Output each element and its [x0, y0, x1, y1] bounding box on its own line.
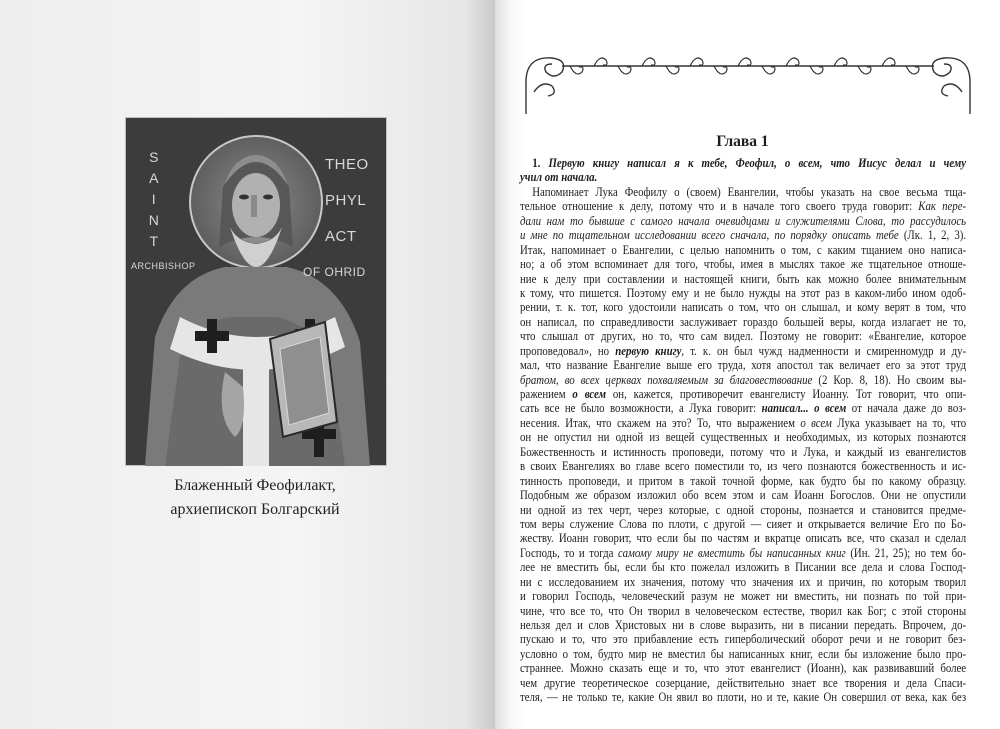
- bold-italic-emphasis: Первую книгу написал я к тебе, Феофил, о всем, что Иисус делал и чему: [548, 156, 967, 170]
- text-line: [520, 430, 966, 444]
- text-line: [520, 459, 966, 473]
- italic-quote: Как пере-: [918, 199, 967, 214]
- text-line: [520, 401, 966, 415]
- text-line: [520, 560, 966, 574]
- text-line: [520, 257, 966, 271]
- icon-name-line: THEO: [325, 156, 369, 173]
- chapter-text: [520, 156, 966, 705]
- text-run: страннее. Можно сказать еще и то, что этот евангелист (Иоанн), как развивавший более: [520, 661, 967, 676]
- text-line: [520, 199, 966, 213]
- gospel-book: [270, 322, 337, 437]
- text-line: [520, 243, 966, 257]
- text-run: Лука указывает на то, что: [831, 415, 967, 430]
- text-run: Напоминает Лука Феофилу о (своем) Евангелии, чтобы указать на свое весьма тща-: [532, 184, 967, 199]
- icon-title-archbishop: ARCHBISHOP: [131, 261, 196, 271]
- text-line: [520, 632, 966, 646]
- text-line: [520, 618, 966, 632]
- text-run: в своих Евангелиях во главе всего поместили то, из чего познаются божественность и ис-: [520, 459, 967, 474]
- image-caption: [130, 474, 380, 522]
- text-run: Божественность и истинность проповеди, потому что и Лука, и каждый из евангелистов: [520, 444, 967, 459]
- text-line: [520, 329, 966, 343]
- bold-italic-emphasis: написал... о всем: [761, 401, 847, 416]
- caption-line: архиепископ Болгарский: [170, 501, 340, 518]
- text-line: [520, 604, 966, 618]
- italic-quote: дали нам то бывшие с самого начала очевидцами и служителями Слова, то рассудилось: [520, 213, 967, 228]
- text-run: , т. к. он был чужд надменности и смиренномудр и ду-: [681, 343, 967, 358]
- icon-saint-letter: I: [151, 191, 157, 207]
- text-run: тельное отношение к делу, потому что и в начале того своего труда говорит:: [520, 199, 919, 214]
- text-run: ни с исследованием их значения, потому что значения их и причин, по которым творил: [520, 574, 967, 589]
- text-line: [520, 315, 966, 329]
- text-run: ни одной из тех черт, через которые, с одной стороны, познается и становится предме-: [520, 502, 967, 517]
- text-run: теля, — не только те, какие Он явил во плоти, но и те, какие Он совершил от века, как без: [520, 690, 967, 705]
- text-run: рении, т. к. тот, кого удостоили написать о том, что он слышал, и кому верят в том, что: [520, 300, 967, 315]
- text-run: мал, что название Евангелие выше его труда, хотя апостол так величает его за этот труд: [520, 358, 967, 373]
- italic-quote: и мне по тщательном исследовании всего сначала, по порядку описать тебе: [520, 228, 899, 243]
- text-run: он написал, по справедливости заслуживает гораздо большей веры, когда излагает не то,: [520, 314, 967, 329]
- text-line: [520, 488, 966, 502]
- caption-line: Блаженный Феофилакт,: [174, 477, 336, 494]
- decorative-ornament-header: [522, 52, 974, 114]
- text-line: [520, 272, 966, 286]
- text-run: нельзя дел и слов Христовых ни в слове выразить, ни в писании передать. Впрочем, до-: [520, 618, 967, 632]
- text-run: условно о том, будто мир не вместил бы написанных книг, если бы изложение было про-: [520, 646, 967, 661]
- text-run: Подобным же образом изложил обо всем этом и сам Иоанн Богослов. Они не опустили: [520, 488, 967, 503]
- text-run: сать все не было возможности, а Лука говорит:: [520, 401, 762, 416]
- icon-saint-letter: S: [149, 149, 159, 165]
- text-line: [520, 474, 966, 488]
- icon-name-line: PHYL: [325, 192, 367, 209]
- text-line: [520, 286, 966, 300]
- text-line: [520, 517, 966, 531]
- bold-italic-emphasis: первую книгу: [615, 343, 682, 358]
- icon-saint-letter: T: [149, 233, 159, 249]
- text-line: [520, 445, 966, 459]
- text-run: (2 Кор. 8, 18). Но своим вы-: [812, 372, 967, 387]
- text-line: [520, 387, 966, 401]
- text-run: (Ин. 21, 25); но тем бо-: [845, 545, 967, 560]
- bold-italic-emphasis: о всем: [572, 387, 607, 401]
- text-run: от начала даже до воз-: [846, 401, 967, 416]
- text-line: [520, 185, 966, 199]
- text-run: чем другие теоретическое созерцание, действительно знает все творения и дела Спаси-: [520, 675, 967, 690]
- left-page: [0, 0, 495, 729]
- text-run: жеству. Иоанн говорит, что если бы по частям и вкратце описать все, что сказал и сделал: [520, 531, 967, 546]
- text-run: несения. Итак, что скажем на это? То, что выражением: [520, 415, 801, 430]
- text-line: [520, 344, 966, 358]
- text-run: проповедовал», но: [520, 343, 616, 358]
- text-run: Господь, то и тогда: [520, 545, 619, 560]
- text-run: (Лк. 1, 2, 3).: [898, 228, 967, 243]
- bold-italic-emphasis: 1.: [532, 156, 549, 170]
- text-run: чине, что все то, что Он творил в человеческом естестве, творил как Бог; с этой стороны: [520, 603, 967, 618]
- text-line: [520, 531, 966, 545]
- text-run: ние к делу при составлении и настоящей книги, быть как можно более внимательным: [520, 271, 967, 286]
- verse-heading-line: [520, 156, 966, 170]
- text-run: и говорил Господь, человеческий разум не может ни вместить, ни познать по той при-: [520, 589, 967, 604]
- text-line: [520, 214, 966, 228]
- text-run: к тому, что пишется. Поэтому ему и не было нужды на этот раз в каком-либо ином одоб-: [520, 285, 967, 300]
- icon-image-saint-theophylact: [125, 117, 387, 466]
- text-run: что слышал от других, но то, что сам видел. Поэтому не говорит: «Евангелие, которое: [520, 329, 967, 344]
- icon-title-of-ohrid: OF OHRID: [303, 265, 366, 279]
- verse-heading-line: [520, 170, 966, 184]
- italic-quote: братом, во всех церквах похваляемым за благовествование: [520, 372, 813, 387]
- text-line: [520, 676, 966, 690]
- italic-quote: о всем: [800, 415, 832, 430]
- chapter-title: Глава 1: [716, 133, 769, 150]
- text-line: [520, 546, 966, 560]
- text-line: [520, 358, 966, 372]
- text-line: [520, 300, 966, 314]
- text-run: лее не вместить бы, если бы кто пожелал изложить в Писании все дела и слова Господ-: [520, 560, 967, 575]
- text-line: [520, 503, 966, 517]
- text-run: он, кажется, противоречит евангелисту Иоанну. Тот говорит, что опи-: [606, 387, 967, 401]
- text-run: но; а об этом вспоминает для того, чтобы, имея в мыслях такое же тщательное отноше-: [520, 257, 967, 272]
- text-line: [520, 416, 966, 430]
- bold-italic-emphasis: учил от начала.: [520, 170, 598, 185]
- text-line: [520, 373, 966, 387]
- text-line: [520, 228, 966, 242]
- text-run: том веры служение Слова по плоти, с другой — сияет и открывается величие Его по Бо-: [520, 516, 967, 531]
- text-run: пускаю и то, что это прибавление есть гиперболический оборот речи и не говорит без-: [520, 632, 967, 647]
- text-line: [520, 589, 966, 603]
- text-line: [520, 690, 966, 704]
- text-line: [520, 647, 966, 661]
- icon-saint-letter: A: [149, 170, 159, 186]
- text-line: [520, 575, 966, 589]
- icon-saint-letter: N: [148, 212, 160, 228]
- text-run: Итак, напоминает о Евангелии, с целью напомнить о том, с каким тщанием оно написа-: [520, 242, 967, 257]
- icon-name-line: ACT: [325, 228, 357, 245]
- text-run: тинность проповеди, и притом в такой точной форме, как будто бы по какому образцу.: [520, 473, 967, 488]
- text-line: [520, 661, 966, 675]
- text-run: ражением: [520, 387, 573, 401]
- italic-quote: самому миру не вместить бы написанных книг: [618, 545, 846, 560]
- text-run: он не опустил ни одной из вещей существенных и необходимых, из которых познаются: [520, 430, 967, 445]
